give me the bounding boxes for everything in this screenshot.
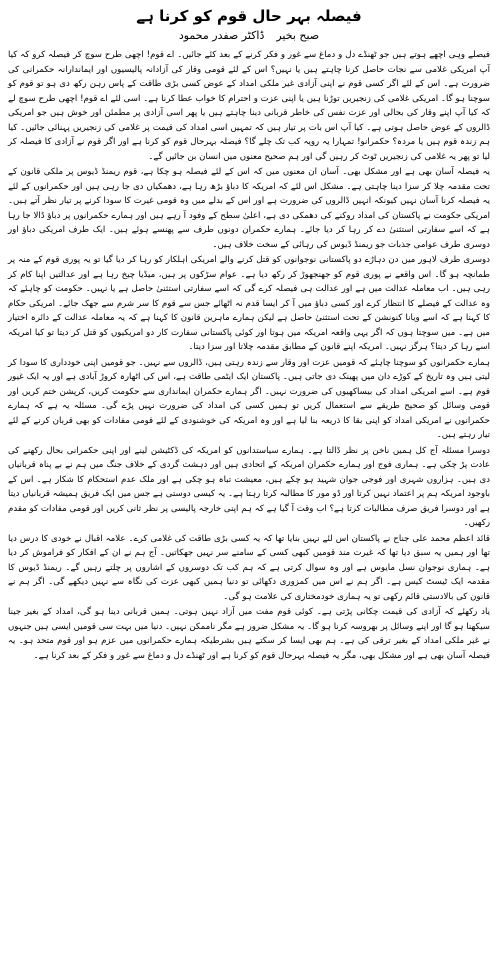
article-body: [8, 48, 490, 663]
paragraph: دوسرا مسئلہ آج کل ہمیں ناخن پر نظر ڈالتا ہے۔ ہمارے سیاستدانوں کو امریکہ کی ڈکٹیشن لینے اور اپنی حکمرانی بحال رکھنے کی عادت پڑ چکی ہے۔ ہماری فوج اور ہمارے حکمران امریکہ کے اتحادی ہیں اور دہشت گردی کے خلاف جنگ میں ہم نے بے پناہ قربانیاں دی ہیں۔ ہزاروں شہری اور فوجی جوان شہید ہو چکے ہیں، معیشت تباہ ہو چکی ہے اور ملک عدم استحکام کا شکار ہے۔ اس کے باوجود امریکہ ہم پر اعتماد نہیں کرتا اور ڈو مور کا مطالبہ کرتا رہتا ہے۔ یہ کیسی دوستی ہے جس میں ایک فریق ہمیشہ قربانیاں دیتا ہے اور دوسرا فریق صرف مطالبات کرتا ہے؟ اب وقت آ گیا ہے کہ ہم اپنی خارجہ پالیسی پر نظر ثانی کریں اور قومی مفادات کو مقدم رکھیں۔: [8, 445, 490, 528]
paragraph: یاد رکھئے کہ آزادی کی قیمت چکانی پڑتی ہے۔ کوئی قوم مفت میں آزاد نہیں ہوتی۔ ہمیں قربانی دینا ہو گی، امداد کے بغیر جینا سیکھنا ہو گا اور اپنے وسائل پر بھروسہ کرنا ہو گا۔ یہ مشکل ضرور ہے مگر ناممکن نہیں۔ دنیا میں بہت سی قومیں ایسی ہیں جنہوں نے غیر ملکی امداد کے بغیر ترقی کی ہے۔ ہم بھی ایسا کر سکتے ہیں بشرطیکہ ہمارے حکمرانوں میں عزم ہو اور قوم متحد ہو۔ یہ فیصلہ آسان بھی ہے اور مشکل بھی، مگر یہ فیصلہ بہرحال قوم کو کرنا ہے اور ٹھنڈے دل و دماغ سے غور و فکر کے بعد کرنا ہے۔: [8, 607, 490, 661]
paragraph: یہ فیصلہ آسان بھی ہے اور مشکل بھی۔ آسان ان معنوں میں کہ اس کے لئے فیصلہ ہو چکا ہے، قوم ریمنڈ ڈیوس پر ملکی قانون کے تحت مقدمہ چلا کر سزا دینا چاہتی ہے۔ مشکل اس لئے کہ امریکہ کا دباؤ بڑھ رہا ہے، دھمکیاں دی جا رہی ہیں اور حکمرانوں کے لئے یہ فیصلہ کرنا آسان نہیں کیونکہ انہیں ڈالروں کی ضرورت ہے اور اس کے بدلے میں وہ قومی غیرت کا سودا کرنے پر تیار نظر آتے ہیں۔ امریکی حکومت نے پاکستان کی امداد روکنے کی دھمکی دی ہے، اعلیٰ سطح کے وفود آ رہے ہیں اور ہمارے حکمرانوں پر دباؤ ڈالا جا رہا ہے کہ اسے سفارتی استثنیٰ دے کر رہا کر دیا جائے۔ ہمارے حکمران دونوں طرف سے پھنسے ہوئے ہیں۔ ایک طرف امریکی دباؤ اور دوسری طرف عوامی جذبات جو ریمنڈ ڈیوس کی رہائی کے سخت خلاف ہیں۔: [8, 167, 490, 250]
paragraph: قائد اعظم محمد علی جناح نے پاکستان اس لئے نہیں بنایا تھا کہ یہ کسی بڑی طاقت کی غلامی کرے۔ علامہ اقبال نے خودی کا درس دیا تھا اور ہمیں یہ سبق دیا تھا کہ غیرت مند قومیں کبھی کسی کے سامنے سر نہیں جھکاتیں۔ آج ہم نے ان کے افکار کو فراموش کر دیا ہے۔ ہماری نوجوان نسل مایوس ہے اور وہ سوال کرتی ہے کہ ہم کب تک دوسروں کے اشاروں پر چلتے رہیں گے۔ ریمنڈ ڈیوس کا مقدمہ ایک ٹیسٹ کیس ہے۔ اگر ہم نے اس میں کمزوری دکھائی تو دنیا ہمیں کبھی عزت کی نگاہ سے نہیں دیکھے گی۔ اگر ہم نے قانون کی بالادستی قائم رکھی تو یہ ہماری خودمختاری کی علامت ہو گی۔: [8, 533, 490, 602]
byline: [8, 28, 490, 44]
author-name: ڈاکٹر صفدر محمود: [178, 29, 265, 42]
paragraph: ہمارے حکمرانوں کو سوچنا چاہئے کہ قومیں عزت اور وقار سے زندہ رہتی ہیں، ڈالروں سے نہیں۔ جو قومیں اپنی خودداری کا سودا کر لیتی ہیں وہ تاریخ کے کوڑے دان میں پھینک دی جاتی ہیں۔ پاکستان ایک ایٹمی طاقت ہے، اس کی اٹھارہ کروڑ آبادی ہے اور یہ ایک غیور قوم ہے۔ اسے امریکی امداد کی بیساکھیوں کی ضرورت نہیں۔ اگر ہمارے حکمران ایمانداری سے حکومت کریں، کرپشن ختم کریں اور قومی وسائل کو صحیح طریقے سے استعمال کریں تو ہمیں کسی کی امداد کی ضرورت نہیں پڑے گی۔ مسئلہ یہ ہے کہ ہمارے حکمرانوں نے امریکی امداد کو اپنی بقا کا ذریعہ بنا لیا ہے اور وہ امریکہ کی خوشنودی کے لئے قومی مفادات کو بھی قربان کرنے کے لئے تیار رہتے ہیں۔: [8, 357, 490, 440]
headline: فیصلہ بہر حال قوم کو کرنا ہے: [136, 7, 362, 25]
byline-prefix: صبح بخیر: [276, 29, 320, 42]
paragraph: فیصلے وہی اچھے ہوتے ہیں جو ٹھنڈے دل و دماغ سے غور و فکر کرنے کے بعد کئے جائیں۔ اے قوم! اچھی طرح سوچ کر فیصلہ کرو کہ کیا آپ امریکی غلامی سے نجات حاصل کرنا چاہتے ہیں یا نہیں؟ اس کے لئے قومی وقار کی آزادانہ پالیسیوں اور ایماندارانہ حکمرانی کی ضرورت ہے۔ اس کے لئے اگر کسی قوم نے اپنی آزادی غیر ملکی امداد کے عوض کسی بڑی طاقت کے پاس رہن رکھ دی ہو تو قوم کو سوچنا ہو گا۔ امریکی غلامی کی زنجیریں توڑنا ہیں یا اپنی عزت و احترام کا خواب عطا کرنا ہے۔ اسی لئے اے قوم! اچھی طرح سوچ لے کہ کیا آپ اپنے وقار کی بحالی اور عزت نفس کی خاطر قربانی دینا چاہتے ہیں یا پھر اسی آزادی پر مطمئن اور خوش ہیں جو امریکی ڈالروں کے عوض حاصل ہوتی ہے۔ کیا آپ اس بات پر تیار ہیں کہ تمہیں اسی امداد کی قیمت پر غلامی کی زنجیریں پہنائی جائیں۔ کیا ہم زندہ قوم ہیں یا مردہ؟ حکمرانو! تمہارا یہ رویہ کب تک چلے گا؟ فیصلہ بہرحال قوم کو کرنا ہے اور اگر قوم نے آزادی کا فیصلہ کر لیا تو پھر یہ غلامی کی زنجیریں ٹوٹ کر رہیں گی اور ہم صحیح معنوں میں انسان بن جائیں گے۔: [8, 50, 490, 162]
paragraph: دوسری طرف لاہور میں دن دہاڑے دو پاکستانی نوجوانوں کو قتل کرنے والے امریکی اہلکار کو رہا کر دیا گیا تو یہ پوری قوم کے منہ پر طمانچہ ہو گا۔ اس واقعے نے پوری قوم کو جھنجھوڑ کر رکھ دیا ہے۔ عوام سڑکوں پر ہیں، میڈیا چیخ رہا ہے اور عدالتیں اپنا کام کر رہی ہیں۔ اب معاملہ عدالت میں ہے اور عدالت ہی فیصلہ کرے گی کہ اسے سفارتی استثنیٰ حاصل ہے یا نہیں۔ حکومت کو چاہئے کہ وہ عدالت کے فیصلے کا انتظار کرے اور کسی دباؤ میں آ کر ایسا قدم نہ اٹھائے جس سے قوم کا سر شرم سے جھک جائے۔ امریکی حکام کا کہنا ہے کہ اسے ویانا کنونشن کے تحت استثنیٰ حاصل ہے لیکن ہمارے ماہرین قانون کا کہنا ہے کہ یہ معاملہ عدالت کے دائرہ اختیار میں ہے۔ میں سوچتا ہوں کہ اگر یہی واقعہ امریکہ میں ہوتا اور کوئی پاکستانی سفارت کار دو امریکیوں کو قتل کر دیتا تو کیا امریکہ اسے رہا کر دیتا؟ ہرگز نہیں۔ امریکہ اپنے قانون کے مطابق مقدمہ چلاتا اور سزا دیتا۔: [8, 255, 490, 352]
column-header: [8, 6, 490, 44]
